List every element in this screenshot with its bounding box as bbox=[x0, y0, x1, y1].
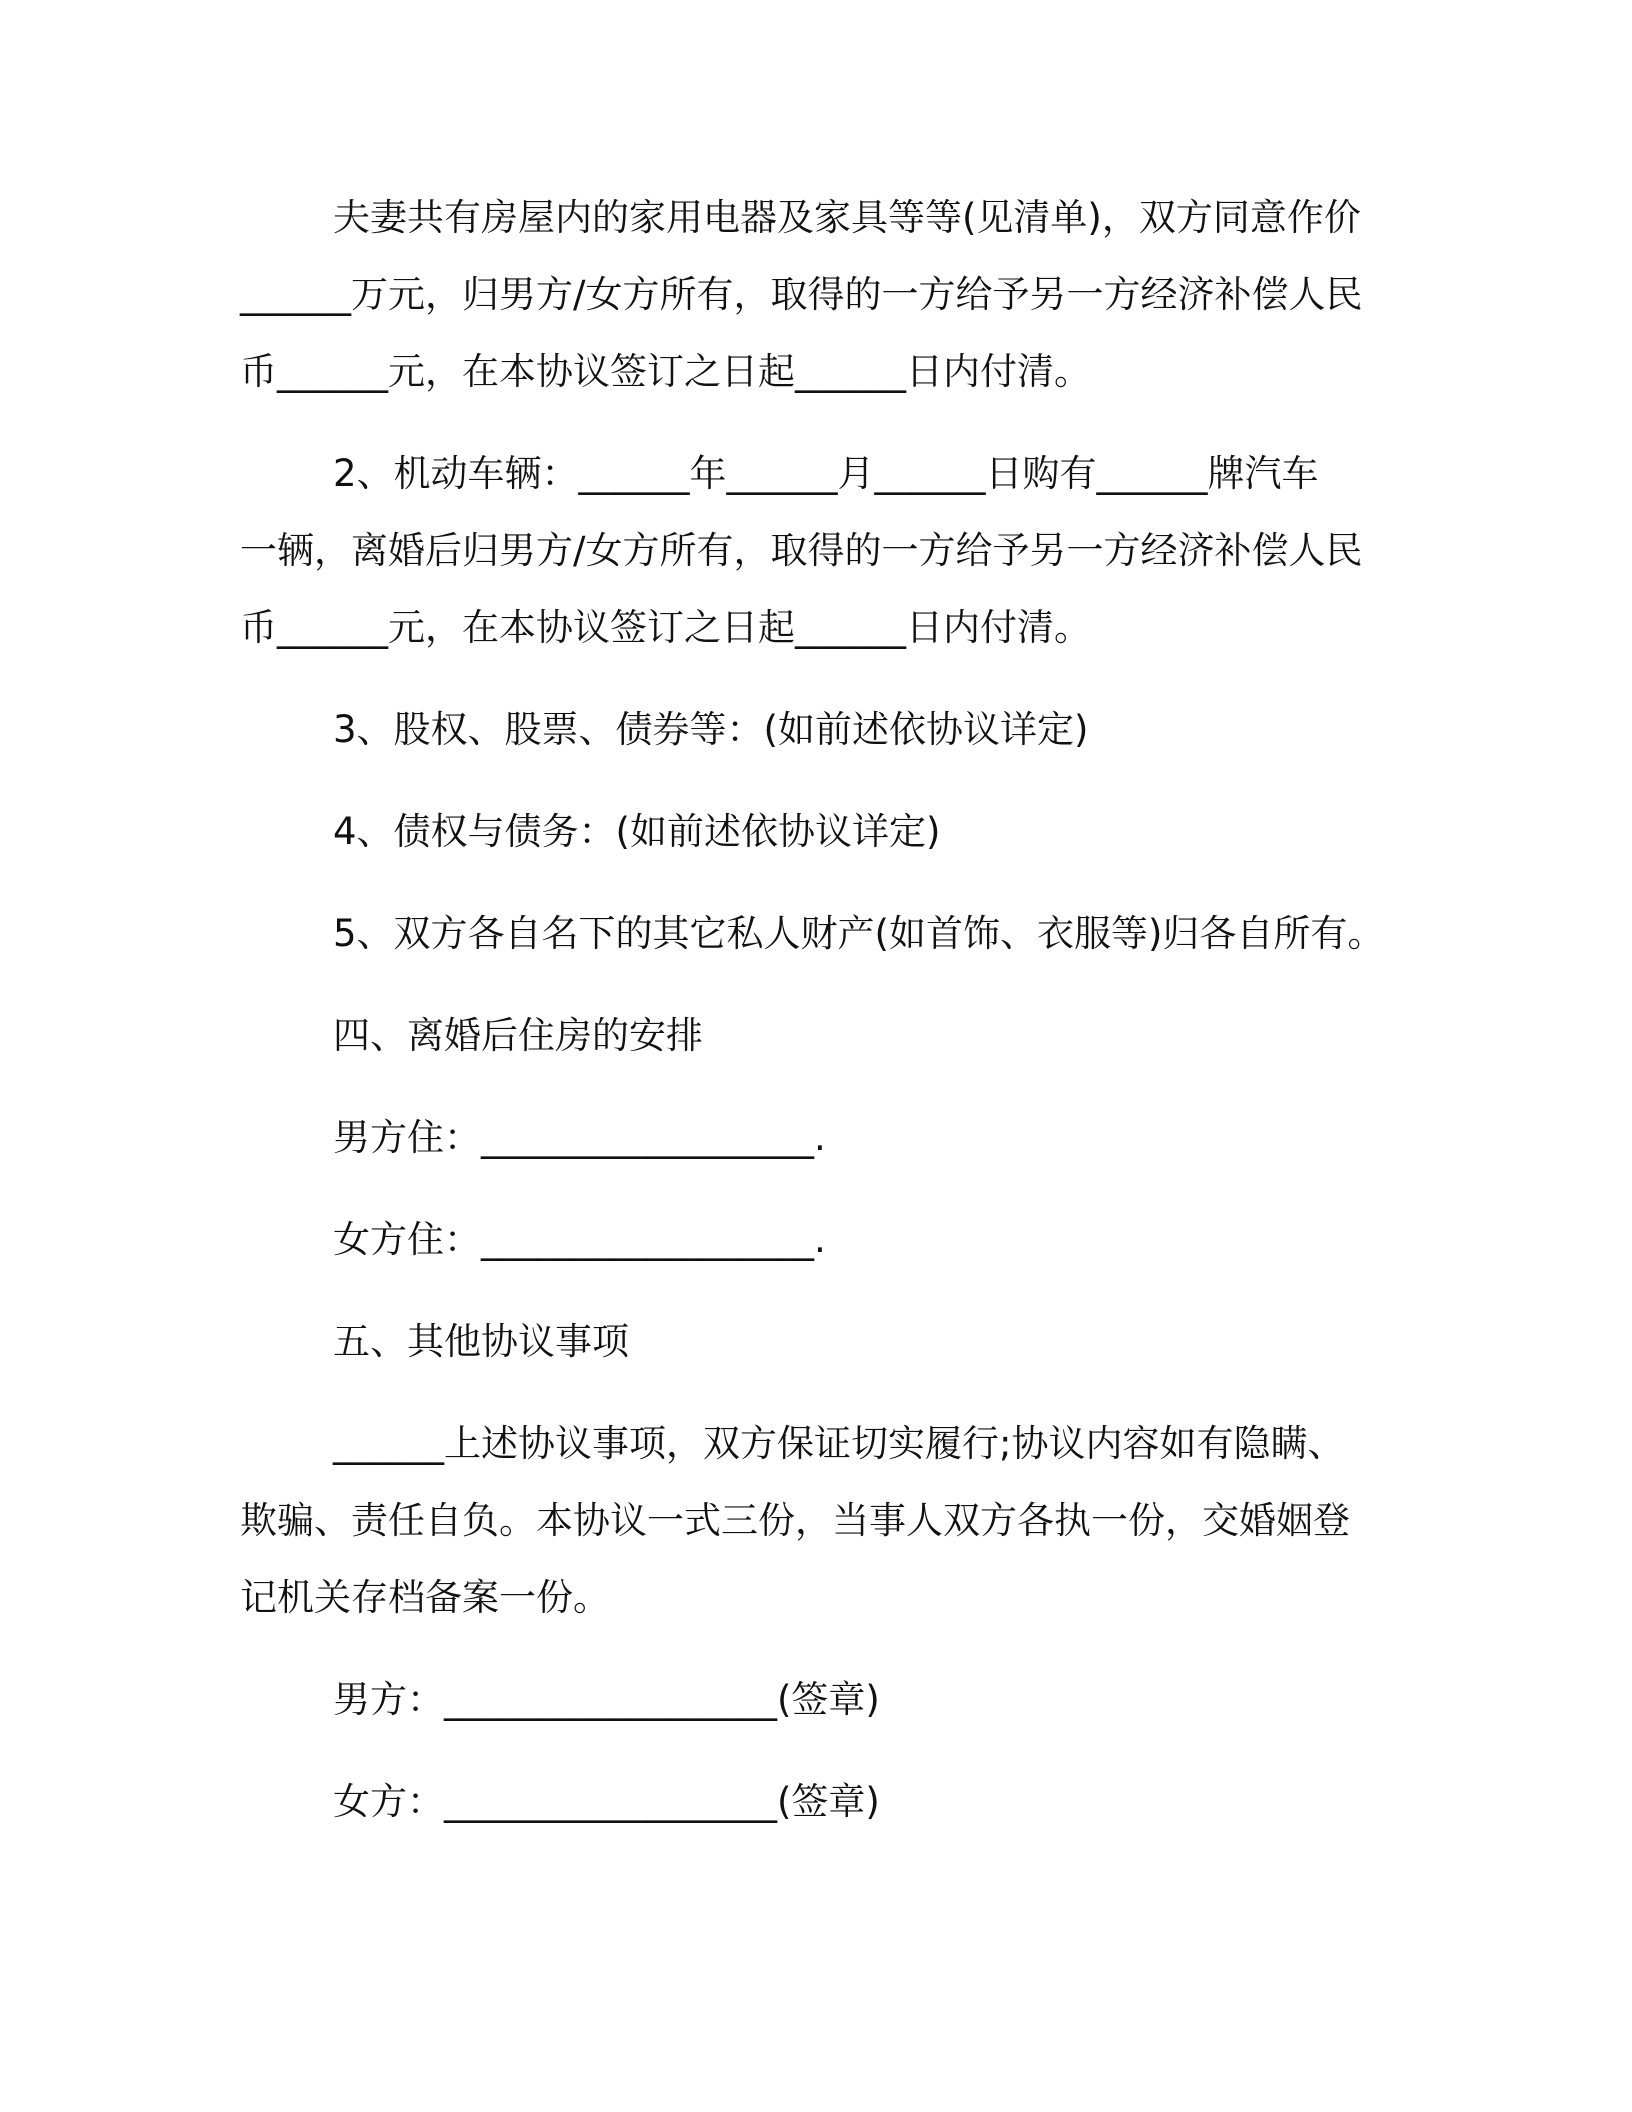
paragraph-line: 欺骗、责任自负。本协议一式三份，当事人双方各执一份，交婚姻登 bbox=[240, 1499, 1350, 1542]
paragraph-line: 币______元，在本协议签订之日起______日内付清。 bbox=[240, 606, 1091, 649]
paragraph-line: 记机关存档备案一份。 bbox=[240, 1576, 610, 1619]
paragraph-line: 男方住：__________________. bbox=[333, 1116, 826, 1159]
paragraph-line: 4、债权与债务：(如前述依协议详定) bbox=[333, 810, 941, 853]
paragraph-line: 女方住：__________________. bbox=[333, 1218, 826, 1261]
paragraph-line: 夫妻共有房屋内的家用电器及家具等等(见清单)，双方同意作价 bbox=[333, 196, 1361, 239]
section-heading: 四、离婚后住房的安排 bbox=[333, 1014, 703, 1057]
paragraph-line: ______上述协议事项，双方保证切实履行;协议内容如有隐瞒、 bbox=[333, 1422, 1345, 1465]
paragraph-line: 2、机动车辆：______年______月______日购有______牌汽车 bbox=[333, 452, 1319, 495]
section-heading: 五、其他协议事项 bbox=[333, 1320, 629, 1363]
signature-line: 女方：__________________(签章) bbox=[333, 1780, 880, 1823]
paragraph-line: 3、股权、股票、债券等：(如前述依协议详定) bbox=[333, 708, 1089, 751]
paragraph-line: ______万元，归男方/女方所有，取得的一方给予另一方经济补偿人民 bbox=[240, 273, 1363, 316]
signature-line: 男方：__________________(签章) bbox=[333, 1678, 880, 1721]
paragraph-line: 币______元，在本协议签订之日起______日内付清。 bbox=[240, 350, 1091, 393]
paragraph-line: 一辆，离婚后归男方/女方所有，取得的一方给予另一方经济补偿人民 bbox=[240, 529, 1363, 572]
paragraph-line: 5、双方各自名下的其它私人财产(如首饰、衣服等)归各自所有。 bbox=[333, 912, 1385, 955]
